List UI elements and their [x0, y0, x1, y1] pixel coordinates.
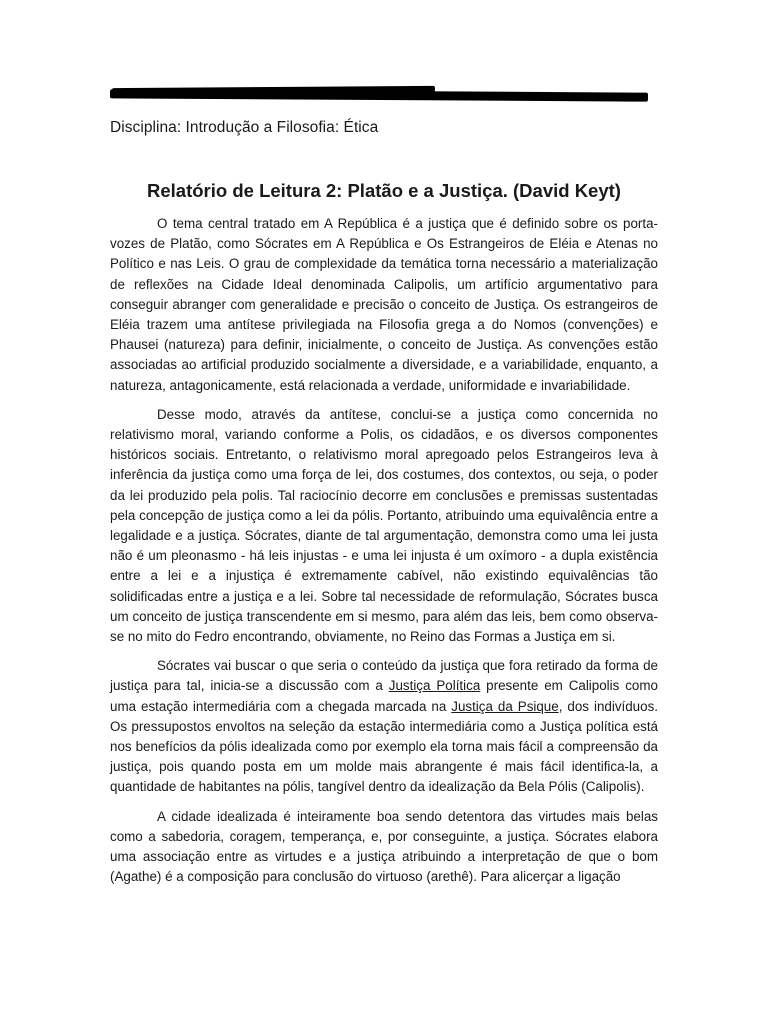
paragraph-1: O tema central tratado em A República é a justiça que é definido sobre os porta-vozes de Platão, como Sócrates em A República e Os Estrangeiros de Eléia e Atenas no Político e nas Leis. O grau de complexidade da temática torna necessário a materialização de reflexões na Cidade Ideal denominada Calipolis, um artifício argumentativo para conseguir abranger com generalidade e precisão o conceito de Justiça. Os estrangeiros de Eléia trazem uma antítese privilegiada na Filosofia grega a do Nomos (convenções) e Phausei (natureza) para definir, inicialmente, o conceito de Justiça. As convenções estão associadas ao artificial produzido socialmente a diversidade, e a variabilidade, enquanto, a natureza, antagonicamente, está relacionada a verdade, uniformidade e invariabilidade.: [110, 216, 658, 393]
paragraph-3-text: presente em Calipolis como uma estação intermediária com a chegada marcada na: [110, 678, 658, 714]
document-title: Relatório de Leitura 2: Platão e a Justiça. (David Keyt): [147, 180, 621, 201]
paragraph-2: Desse modo, através da antítese, conclui-se a justiça como concernida no relativismo moral, variando conforme a Polis, os cidadãos, e os diversos componentes históricos sociais. Entretanto, o relativismo moral apregoado pelos Estrangeiros leva à inferência da justiça como uma força de lei, dos costumes, dos contextos, ou seja, o poder da lei produzido pela polis. Tal raciocínio decorre em conclusões e premissas sustentadas pela concepção de justiça como a lei da pólis. Portanto, atribuindo uma equivalência entre a legalidade e a justiça. Sócrates, diante de tal argumentação, demonstra como uma lei justa não é um pleonasmo - há leis injustas - e uma lei injusta é um oxímoro - a dupla existência entre a lei e a injustiça é extremamente cabível, não existindo equivalências tão solidificadas entre a justiça e a lei. Sobre tal necessidade de reformulação, Sócrates busca um conceito de justiça transcendente em si mesmo, para além das leis, bem como observa-se no mito do Fedro encontrando, obviamente, no Reino das Formas a Justiça em si.: [110, 406, 658, 645]
document-body: [110, 214, 658, 897]
underlined-term-justica-politica: Justiça Política: [388, 678, 481, 694]
paragraph-3: [110, 656, 658, 797]
redacted-header-line: [110, 86, 648, 102]
paragraph-4: A cidade idealizada é inteiramente boa sendo detentora das virtudes mais belas como a sabedoria, coragem, temperança, e, por conseguinte, a justiça. Sócrates elabora uma associação entre as virtudes e a justiça atribuindo a interpretação de que o bom (Agathe) é a composição para conclusão do virtuoso (arethê). Para alicerçar a ligação: [110, 808, 658, 885]
discipline-heading: Disciplina: Introdução a Filosofia: Ética: [110, 119, 379, 136]
paragraph-3-text: Sócrates vai buscar o que seria o conteúdo da justiça que fora retirado da forma de justiça para tal, inicia-se a discussão com a: [110, 658, 658, 694]
paragraph-3-text: , dos indivíduos. Os pressupostos envoltos na seleção da estação intermediária como a Justiça política está nos benefícios da pólis idealizada como por exemplo ela torna mais fácil a compreensão da justiça, pois quando posta em um molde mais abrangente é mais fácil identifica-la, a quantidade de habitantes na pólis, tangível dentro da idealização da Bela Pólis (Calipolis).: [110, 698, 658, 795]
underlined-term-justica-psique: Justiça da Psique: [451, 698, 559, 714]
